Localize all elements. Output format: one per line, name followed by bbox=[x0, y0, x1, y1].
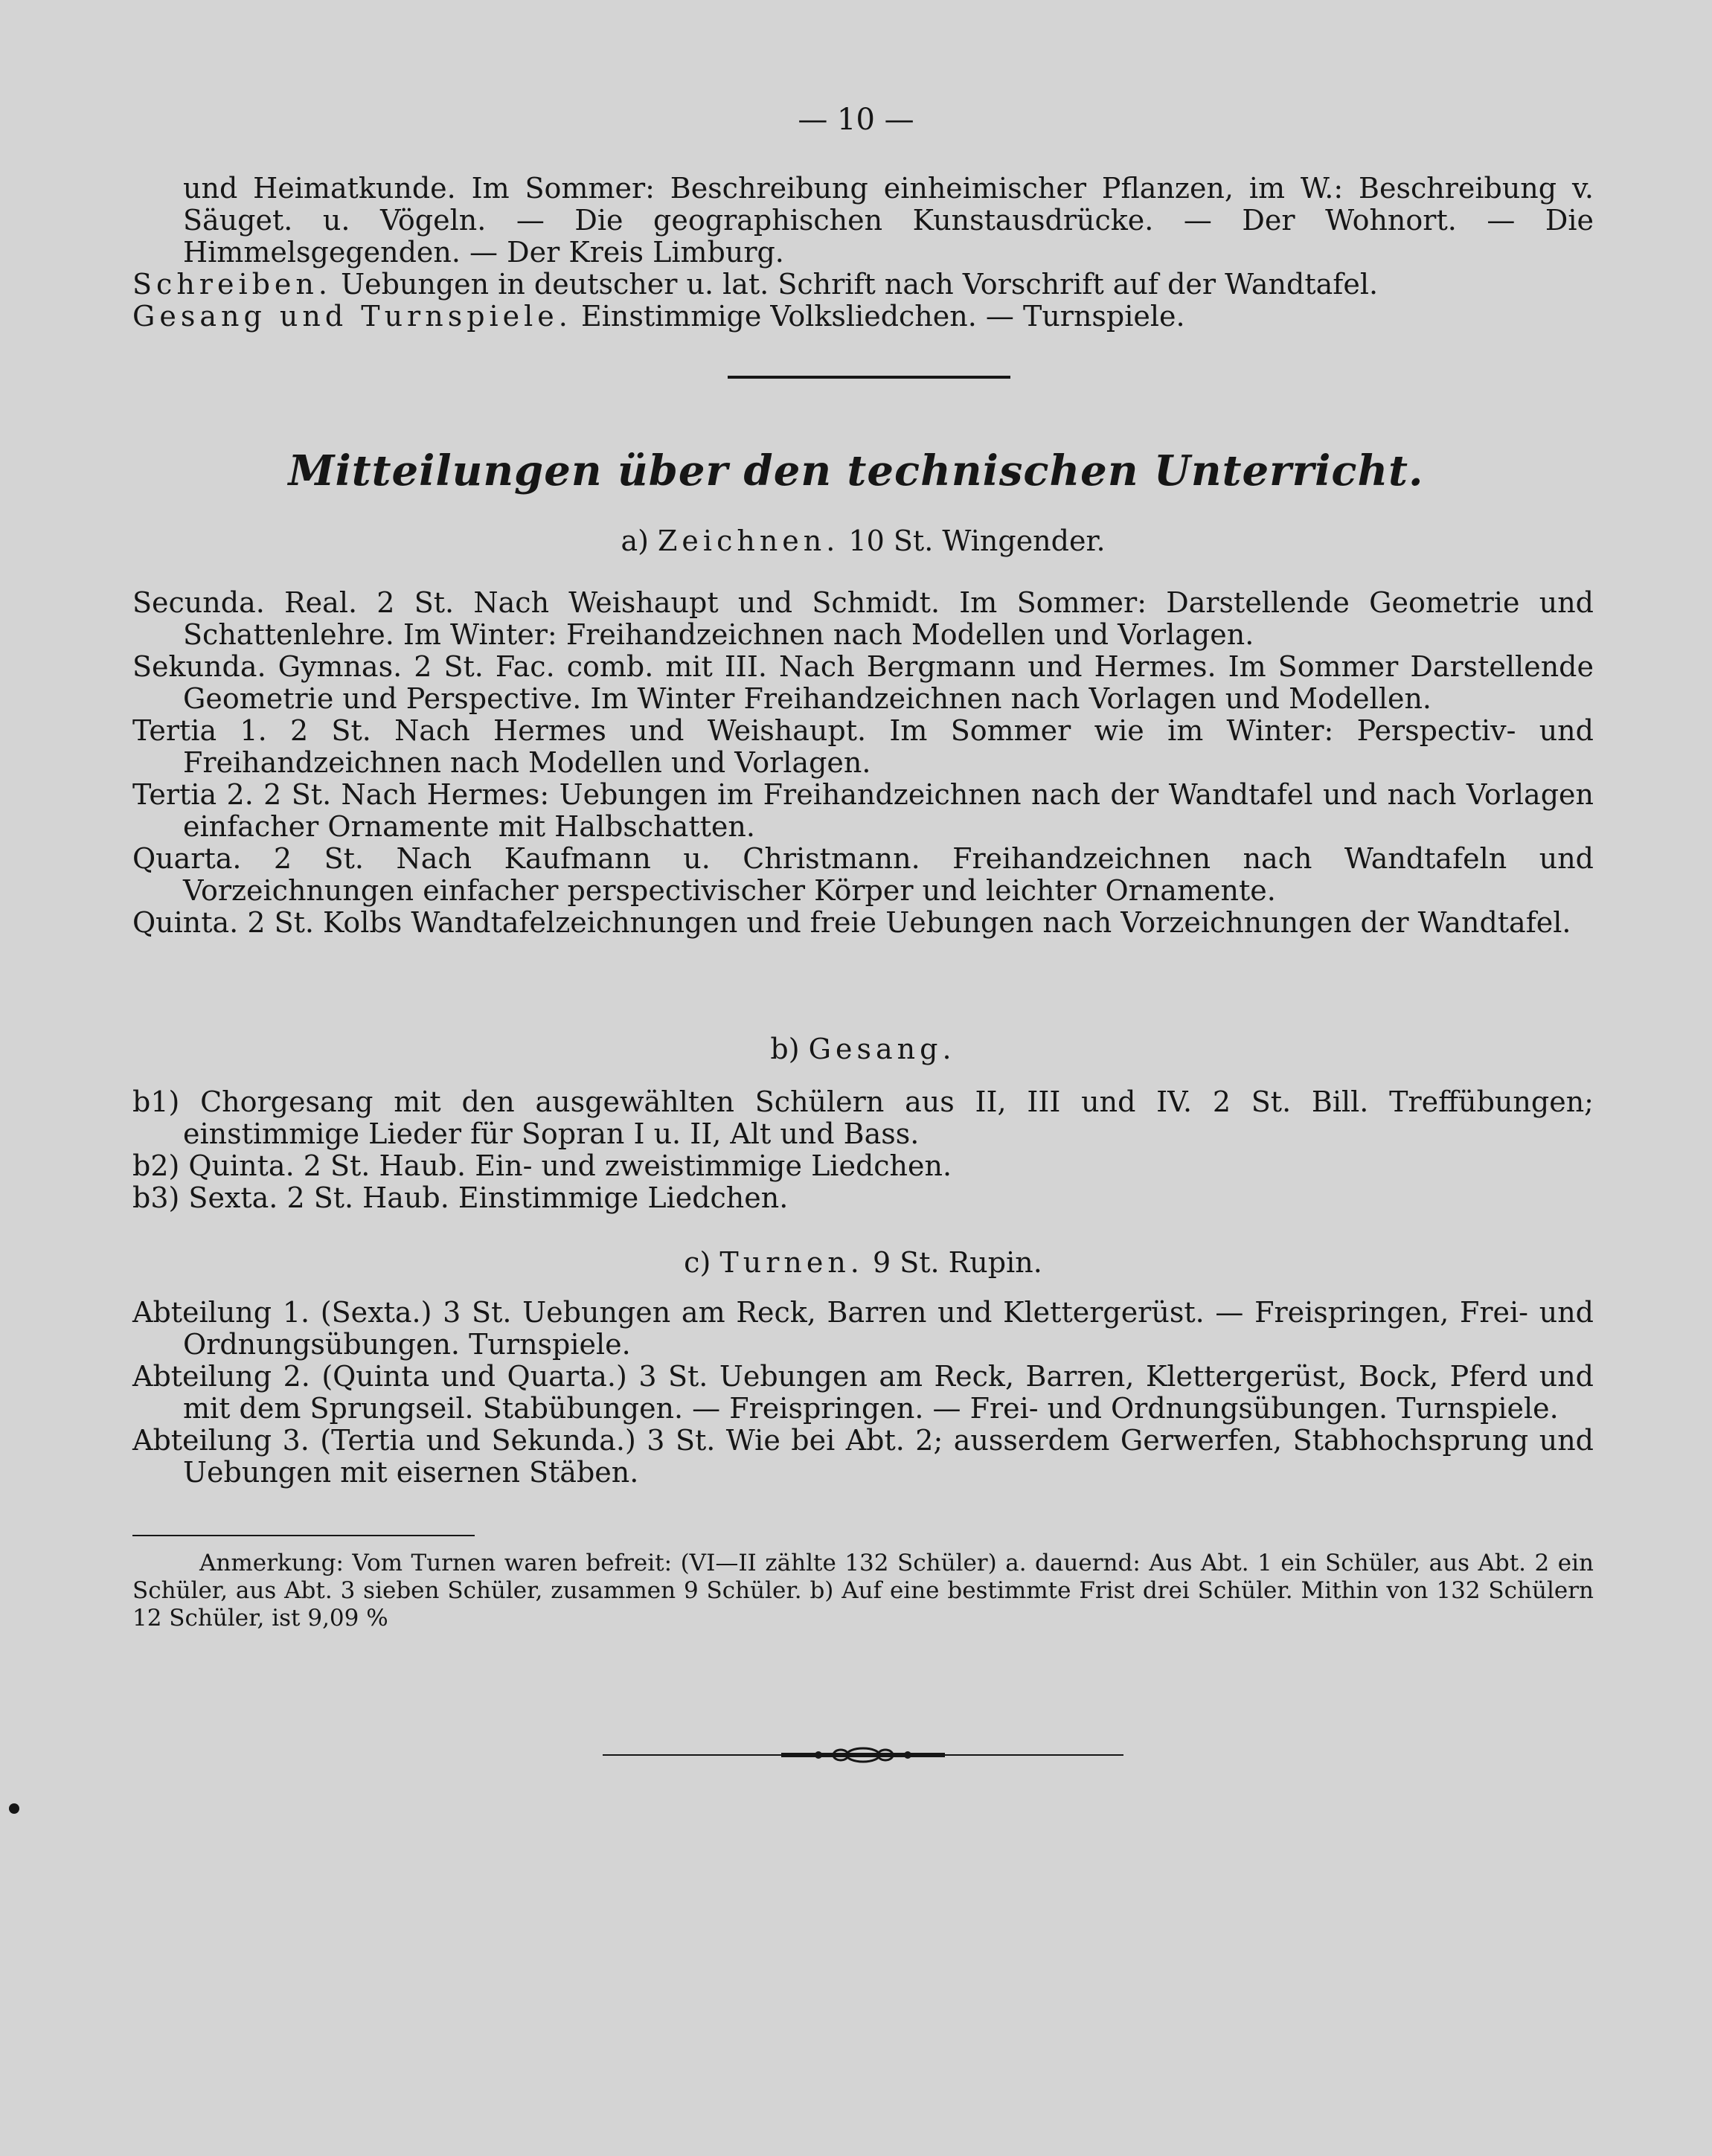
section-divider bbox=[728, 376, 1010, 379]
turnen-heading-rest: 9 St. Rupin. bbox=[872, 1246, 1042, 1279]
top-block bbox=[132, 173, 1594, 333]
turnen-section bbox=[132, 1247, 1594, 1489]
schreiben-label: Schreiben. bbox=[132, 268, 332, 301]
turnen-heading-word: Turnen. bbox=[719, 1246, 864, 1279]
gesang-entry: b2) Quinta. 2 St. Haub. Ein- und zweistimmige Liedchen. bbox=[132, 1149, 952, 1182]
turnen-heading bbox=[132, 1247, 1594, 1279]
zeichnen-heading bbox=[132, 525, 1594, 557]
zeichnen-heading-prefix: a) bbox=[621, 524, 649, 557]
page-number: — 10 — bbox=[798, 103, 914, 137]
schreiben-paragraph bbox=[132, 269, 1594, 301]
turnen-entry: Abteilung 3. (Tertia und Sekunda.) 3 St. Wie bei Abt. 2; ausserdem Gerwerfen, Stabhochsprung und Uebungen mit eisernen Stäben. bbox=[132, 1424, 1594, 1489]
zeichnen-heading-rest: 10 St. Wingender. bbox=[848, 524, 1106, 557]
section-title: Mitteilungen über den technischen Unterricht. bbox=[288, 446, 1424, 495]
gesang-turnspiele-text: Einstimmige Volksliedchen. — Turnspiele. bbox=[580, 300, 1185, 333]
gesang-heading-word: Gesang. bbox=[808, 1033, 956, 1065]
zeichnen-entry: Secunda. Real. 2 St. Nach Weishaupt und Schmidt. Im Sommer: Darstellende Geometrie und Schattenlehre. Im Winter: Freihandzeichnen nach Modellen und Vorlagen. bbox=[132, 586, 1594, 651]
footnote: Anmerkung: Vom Turnen waren befreit: (VI—II zählte 132 Schüler) a. dauernd: Aus Abt. 1 ein Schüler, aus Abt. 2 ein Schüler, aus Abt. 3 sieben Schüler, zusammen 9 Schüler. b) Auf eine bestimmte Frist drei Schüler. Mithin von 132 Schülern 12 Schüler, ist 9,09 % bbox=[132, 1550, 1594, 1632]
zeichnen-entry: Quarta. 2 St. Nach Kaufmann u. Christmann. Freihandzeichnen nach Wandtafeln und Vorzeichnungen einfacher perspectivischer Körper und leichter Ornamente. bbox=[132, 842, 1594, 907]
gesang-heading bbox=[132, 1033, 1594, 1065]
heimatkunde-paragraph: und Heimatkunde. Im Sommer: Beschreibung einheimischer Pflanzen, im W.: Beschreibung v. Säuget. u. Vögeln. — Die geographischen Kunstausdrücke. — Der Wohnort. — Die Himmelsgegenden. — Der Kreis Limburg. bbox=[183, 172, 1594, 269]
turnen-heading-prefix: c) bbox=[684, 1246, 711, 1279]
gesang-turnspiele-paragraph bbox=[132, 301, 1594, 333]
zeichnen-entry: Tertia 2. 2 St. Nach Hermes: Uebungen im Freihandzeichnen nach der Wandtafel und nach Vorlagen einfacher Ornamente mit Halbschatten. bbox=[132, 778, 1594, 843]
ornament-divider bbox=[603, 1744, 1123, 1766]
zeichnen-heading-word: Zeichnen. bbox=[658, 524, 840, 557]
zeichnen-entry: Quinta. 2 St. Kolbs Wandtafelzeichnungen und freie Uebungen nach Vorzeichnungen der Wandtafel. bbox=[132, 906, 1571, 939]
gesang-entry: b3) Sexta. 2 St. Haub. Einstimmige Liedchen. bbox=[132, 1181, 789, 1214]
zeichnen-section bbox=[132, 525, 1594, 939]
gesang-entry: b1) Chorgesang mit den ausgewählten Schülern aus II, III und IV. 2 St. Bill. Treffübungen; einstimmige Lieder für Sopran I u. II, Alt und Bass. bbox=[132, 1085, 1594, 1150]
gesang-section bbox=[132, 1033, 1594, 1214]
footnote-rule bbox=[132, 1535, 475, 1536]
turnen-entry: Abteilung 2. (Quinta und Quarta.) 3 St. Uebungen am Reck, Barren, Klettergerüst, Bock, Pferd und mit dem Sprungseil. Stabübungen. — Freispringen. — Frei- und Ordnungsübungen. Turnspiele. bbox=[132, 1360, 1594, 1425]
zeichnen-entry: Tertia 1. 2 St. Nach Hermes und Weishaupt. Im Sommer wie im Winter: Perspectiv- und Freihandzeichnen nach Modellen und Vorlagen. bbox=[132, 714, 1594, 779]
turnen-entry: Abteilung 1. (Sexta.) 3 St. Uebungen am Reck, Barren und Klettergerüst. — Freispringen, Frei- und Ordnungsübungen. Turnspiele. bbox=[132, 1296, 1594, 1361]
gesang-heading-prefix: b) bbox=[770, 1033, 800, 1065]
zeichnen-entry: Sekunda. Gymnas. 2 St. Fac. comb. mit III. Nach Bergmann und Hermes. Im Sommer Darstellende Geometrie und Perspective. Im Winter Freihandzeichnen nach Vorlagen und Modellen. bbox=[132, 650, 1594, 715]
gesang-turnspiele-label: Gesang und Turnspiele. bbox=[132, 300, 572, 333]
speck-mark bbox=[9, 1803, 19, 1814]
schreiben-text: Uebungen in deutscher u. lat. Schrift nach Vorschrift auf der Wandtafel. bbox=[341, 268, 1379, 301]
